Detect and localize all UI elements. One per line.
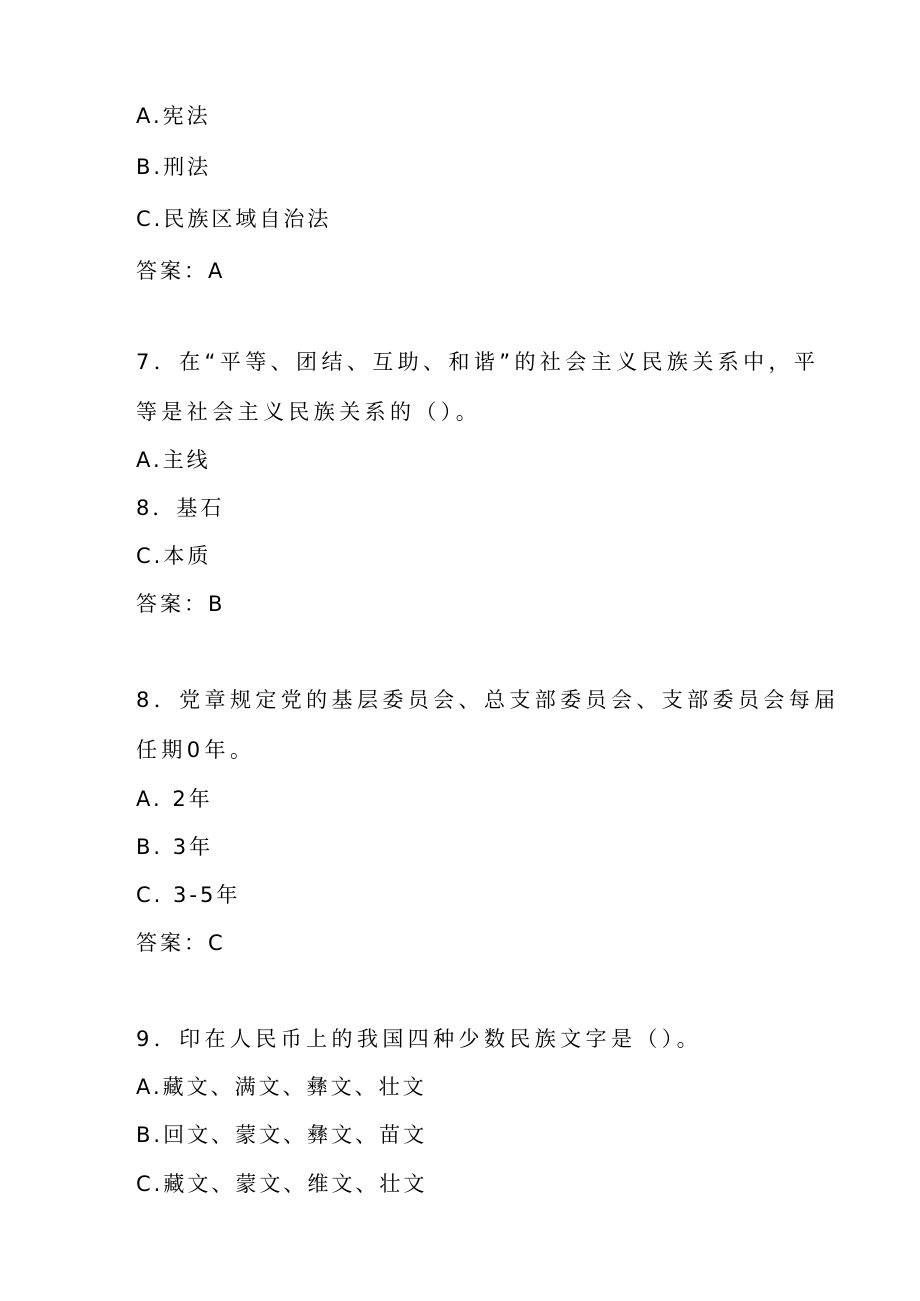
option-a-line: A.藏文、满文、彝文、壮文 xyxy=(136,1075,427,1099)
answer-line: 答案：A xyxy=(136,259,226,283)
question-9-line-1: 9．印在人民币上的我国四种少数民族文字是（）。 xyxy=(136,1027,703,1051)
question-8-line-1: 8．党章规定党的基层委员会、总支部委员会、支部委员会每届 xyxy=(136,688,840,712)
option-a-line: A.宪法 xyxy=(136,104,211,128)
question-8-line-2: 任期0年。 xyxy=(136,738,256,762)
question-7-line-2: 等是社会主义民族关系的（）。 xyxy=(136,400,482,424)
answer-line: 答案：B xyxy=(136,592,226,616)
option-b-line: B.回文、蒙文、彝文、苗文 xyxy=(136,1123,428,1147)
option-c-line: C.藏文、蒙文、维文、壮文 xyxy=(136,1172,428,1196)
option-b-line: B.刑法 xyxy=(136,155,212,179)
option-b-line: B. 3年 xyxy=(136,835,214,859)
option-a-line: A. 2年 xyxy=(136,787,213,811)
option-c-line: C. 3-5年 xyxy=(136,883,241,907)
option-c-line: C.民族区域自治法 xyxy=(136,207,332,231)
answer-line: 答案：C xyxy=(136,931,226,955)
option-a-line: A.主线 xyxy=(136,448,211,472)
question-7-line-1: 7．在“平等、团结、互助、和谐”的社会主义民族关系中，平 xyxy=(136,350,820,374)
option-c-line: C.本质 xyxy=(136,544,212,568)
option-b-line: 8．基石 xyxy=(136,496,225,520)
